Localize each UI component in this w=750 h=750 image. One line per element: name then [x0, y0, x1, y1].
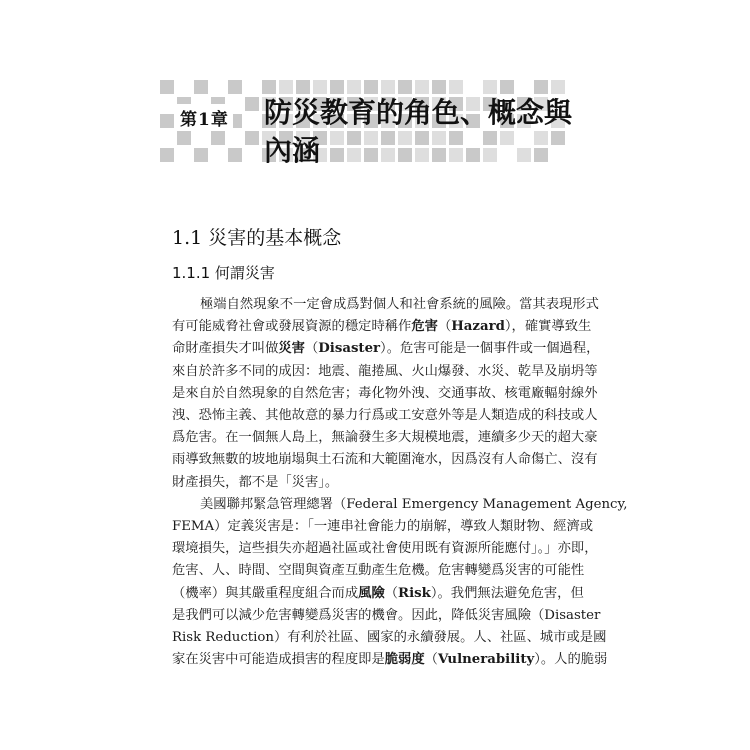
section-heading: 1.1 災害的基本概念 [172, 227, 342, 249]
chapter-title-line-2: 內涵 [264, 134, 321, 167]
banner-square [194, 80, 208, 94]
chapter-label: 第1章 [176, 104, 233, 131]
bold-term: 風險 [358, 585, 385, 601]
banner-square [228, 148, 242, 162]
text-line [172, 316, 592, 338]
banner-square [160, 80, 174, 94]
text-run: 是我們可以減少危害轉變爲災害的機會。因此，降低災害風險（Disaster [172, 607, 601, 623]
text-run: 環境損失，這些損失亦超過社區或社會使用既有資源所能應付」。」亦即， [172, 541, 598, 557]
text-run: 家在災害中可能造成損害的程度即是 [172, 652, 385, 668]
chapter-title [264, 94, 572, 170]
banner-square [330, 80, 344, 94]
banner-square [551, 80, 565, 94]
text-run: 美國聯邦緊急管理總署（Federal Emergency Management Agency, [200, 496, 628, 512]
banner-square [415, 80, 429, 94]
text-run: 雨導致無數的坡地崩塌與土石流和大範圍淹水，因爲沒有人命傷亡、沒有 [172, 452, 598, 468]
bold-term: 災害 [278, 341, 305, 357]
banner-square [160, 148, 174, 162]
text-line [172, 649, 608, 671]
banner-square [398, 80, 412, 94]
text-run: FEMA）定義災害是：「一連串社會能力的崩解，導致人類財物、經濟或 [172, 519, 594, 534]
banner-square [245, 97, 259, 111]
banner-square [177, 131, 191, 145]
text-line [172, 627, 607, 649]
text-run: （ [424, 652, 438, 668]
banner-square [228, 80, 242, 94]
banner-square [483, 80, 497, 94]
subsection-heading: 1.1.1 何謂災害 [172, 264, 275, 282]
text-run: （機率）與其嚴重程度組合而成 [172, 585, 359, 601]
text-run: 是來自於自然現象的自然危害；毒化物外洩、交通事故、核電廠輻射線外 [172, 385, 598, 401]
bold-term: 危害 [411, 319, 438, 335]
text-run: Risk Reduction）有利於社區、國家的永續發展。人、社區、城市或是國 [172, 630, 607, 645]
banner-square [245, 131, 259, 145]
banner-square [211, 131, 225, 145]
chapter-banner [160, 78, 580, 168]
text-run: 爲危害。在一個無人島上，無論發生多大規模地震，連續多少天的超大豪 [172, 430, 598, 446]
banner-square [534, 80, 548, 94]
text-run: ）。我們無法避免危害，但 [430, 585, 584, 601]
chapter-title-line-1: 防災教育的角色、概念與 [264, 96, 573, 129]
banner-square [279, 80, 293, 94]
banner-square [313, 80, 327, 94]
text-line [200, 494, 628, 516]
text-line [200, 294, 599, 316]
text-line [172, 338, 600, 360]
bold-term: Vulnerability [437, 652, 535, 668]
banner-square [160, 114, 174, 128]
text-line [172, 583, 584, 605]
bold-term: Risk [398, 585, 431, 601]
banner-square [194, 148, 208, 162]
text-line [172, 361, 598, 383]
text-run: ）。人的脆弱 [534, 652, 608, 668]
text-run: （ [384, 585, 399, 601]
text-line [172, 516, 594, 538]
text-run: 命財產損失才叫做 [172, 341, 279, 357]
banner-square [347, 80, 361, 94]
bold-term: Disaster [318, 341, 381, 357]
text-line [172, 449, 598, 471]
text-line [172, 605, 601, 627]
banner-square [381, 80, 395, 94]
bold-term: Hazard [451, 319, 505, 335]
banner-square [296, 80, 310, 94]
text-run: ），確實導致生 [504, 319, 592, 335]
banner-square [432, 80, 446, 94]
banner-square [449, 80, 463, 94]
bold-term: 脆弱度 [384, 652, 425, 668]
banner-square [500, 80, 514, 94]
text-run: 財產損失，都不是「災害」。 [172, 474, 339, 490]
text-line [172, 405, 598, 427]
text-line [172, 538, 598, 560]
banner-square [262, 80, 276, 94]
text-run: 來自於許多不同的成因：地震、龍捲風、火山爆發、水災、乾旱及崩坍等 [172, 363, 598, 379]
text-run: 有可能威脅社會或發展資源的穩定時稱作 [172, 319, 412, 335]
text-run: （ [304, 341, 319, 357]
text-line [172, 560, 585, 582]
text-line [172, 472, 579, 494]
text-run: 危害、人、時間、空間與資產互動產生危機。危害轉變爲災害的可能性 [172, 563, 585, 579]
text-line [172, 427, 598, 449]
text-run: ）。危害可能是一個事件或一個過程， [380, 341, 600, 357]
banner-square [364, 80, 378, 94]
text-run: （ [437, 319, 452, 335]
text-run: 洩、恐怖主義、其他故意的暴力行爲或工安意外等是人類造成的科技或人 [172, 408, 598, 423]
text-run: 極端自然現象不一定會成爲對個人和社會系統的風險。當其表現形式 [200, 297, 599, 312]
text-line [172, 383, 598, 405]
